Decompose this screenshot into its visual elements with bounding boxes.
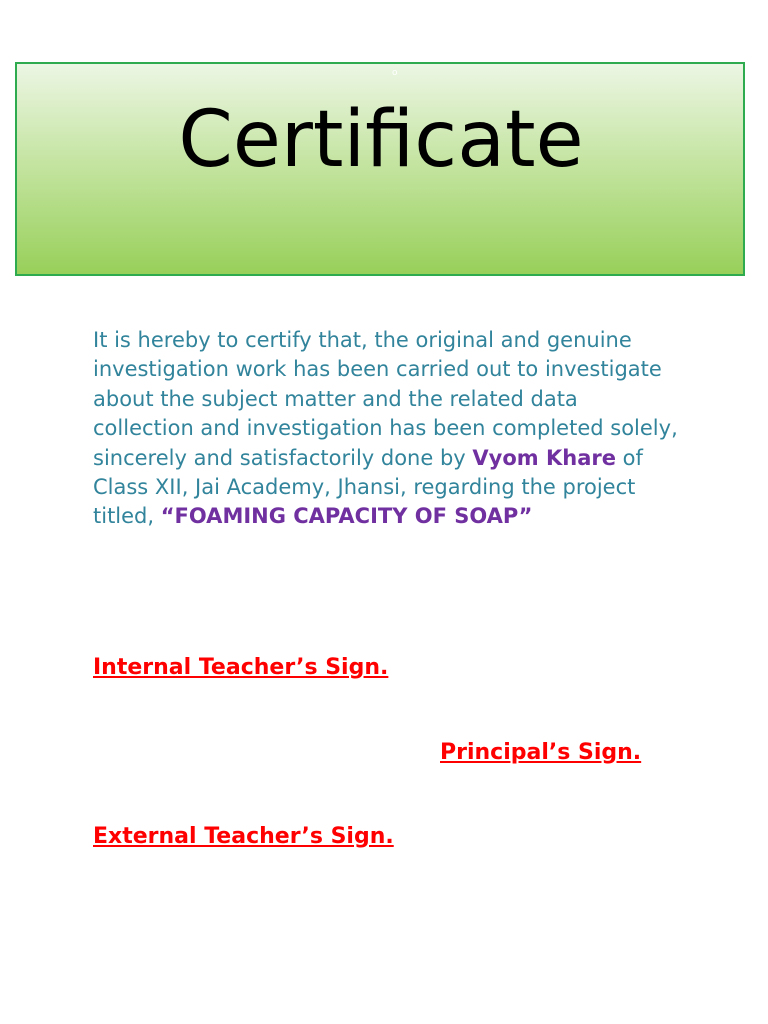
certificate-statement — [93, 326, 683, 532]
title-banner-dot: o — [392, 68, 398, 78]
statement-text-part-2: of Class XII, Jai Academy, Jhansi, regarding the project titled, — [93, 445, 643, 529]
internal-teacher-sign-label: Internal Teacher’s Sign. — [93, 655, 389, 680]
project-title: “FOAMING CAPACITY OF SOAP” — [160, 504, 533, 529]
external-teacher-sign-label: External Teacher’s Sign. — [93, 824, 394, 849]
title-banner — [15, 62, 745, 276]
principal-sign-label: Principal’s Sign. — [440, 740, 642, 765]
student-name: Vyom Khare — [472, 445, 616, 470]
page-title: Certificate — [178, 95, 584, 185]
statement-text-part-1: It is hereby to certify that, the original and genuine investigation work has been carried out to investigate about the subject matter and the related data collection and investigation has been completed solely, sincerely and satisfactorily done by — [93, 328, 678, 470]
